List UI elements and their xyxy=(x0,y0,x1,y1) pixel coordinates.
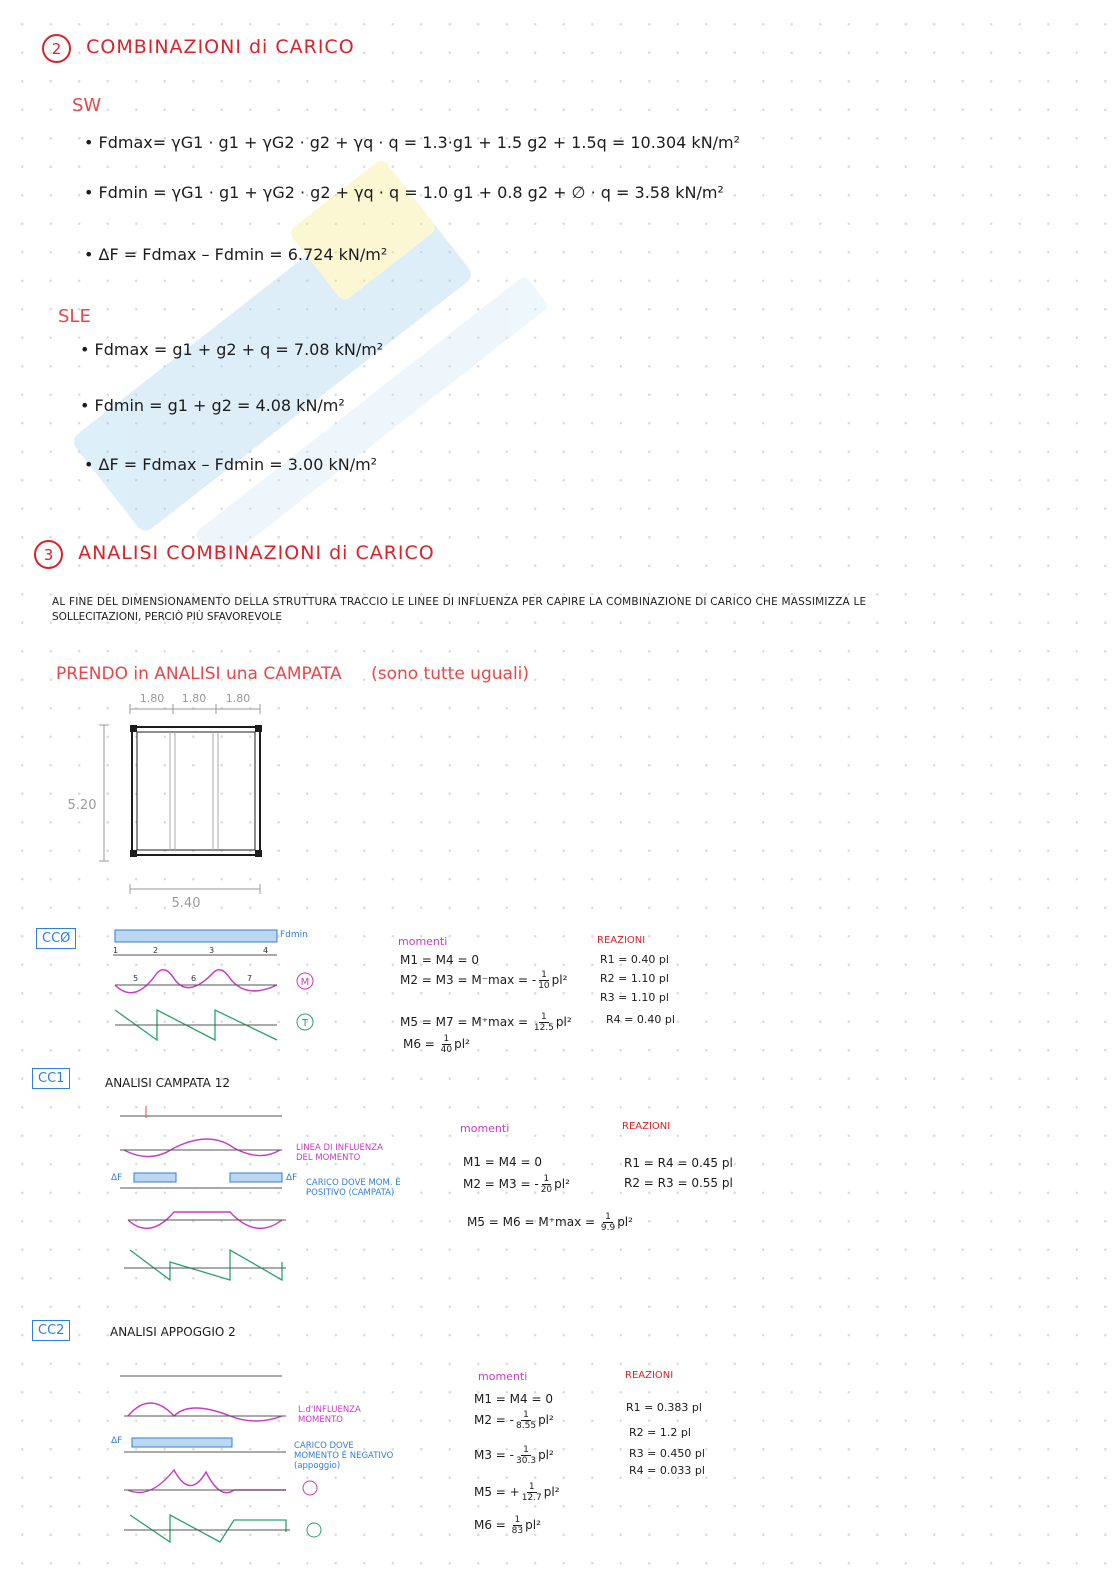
sle-line-3: • ΔF = Fdmax – Fdmin = 3.00 kN/m² xyxy=(84,455,378,474)
cc0-reazioni-title: REAZIONI xyxy=(597,935,646,946)
cc2-reazione-2: R2 = 1.2 pl xyxy=(629,1426,691,1439)
cc0-m-symbol: M xyxy=(300,977,310,988)
intro-line-2: SOLLECITAZIONI, PERCIÒ PIÙ SFAVOREVOLE xyxy=(52,611,283,623)
cc2-momento-5-num: 1 xyxy=(514,1515,521,1525)
cc0-support-3: 3 xyxy=(209,946,215,955)
plan-drawing xyxy=(60,685,300,915)
cc2-momento-3-text: M3 = - xyxy=(474,1448,515,1462)
cc1-momento-2-text: M2 = M3 = - xyxy=(463,1177,539,1191)
cc2-momento-4-frac xyxy=(522,1482,542,1503)
cc2-delta-f: ΔF xyxy=(111,1436,123,1446)
cc0-support-1: 1 xyxy=(113,946,119,955)
cc0-momento-3: M5 = M7 = M⁺max = $\frac{1}{12.5}$ pl² xyxy=(400,1012,572,1033)
sw-label: SW xyxy=(72,95,102,116)
cc2-momento-1: M1 = M4 = 0 xyxy=(474,1392,553,1406)
cc1-momento-3-frac xyxy=(601,1212,615,1233)
cc0-momento-4: M6 = $\frac{1}{40}$ pl² xyxy=(403,1034,470,1055)
cc1-momento-3: M5 = M6 = M⁺max = $\frac{1}{9.9}$ pl² xyxy=(467,1212,633,1233)
cc1-reazione-1: R1 = R4 = 0.45 pl xyxy=(624,1156,733,1170)
cc0-reazione-1: R1 = 0.40 pl xyxy=(600,953,669,966)
cc0-momento-3-text: M5 = M7 = M⁺max = xyxy=(400,1015,532,1029)
section3-title: ANALISI COMBINAZIONI di CARICO xyxy=(78,542,435,564)
cc2-linea-label: L.d'INFLUENZA MOMENTO xyxy=(298,1405,361,1425)
cc1-momento-1: M1 = M4 = 0 xyxy=(463,1155,542,1169)
cc0-momento-4-num: 1 xyxy=(443,1034,450,1044)
plan-dim-top-3: 1.80 xyxy=(225,692,251,705)
sw-line-2: • Fdmin = γG1 · g1 + γG2 · g2 + γq · q = 1.0 g1 + 0.8 g2 + ∅ · q = 3.58 kN/m² xyxy=(84,183,724,202)
cc0-load-label: Fdmin xyxy=(280,930,308,940)
cc2-momento-3: M3 = - $\frac{1}{30.3}$ pl² xyxy=(474,1445,554,1466)
cc2-momento-3-frac xyxy=(516,1445,536,1466)
plan-dim-top-2: 1.80 xyxy=(181,692,207,705)
cc2-momento-4-num: 1 xyxy=(528,1482,535,1492)
cc2-momento-5-text: M6 = xyxy=(474,1518,510,1532)
cc0-momenti-title: momenti xyxy=(398,935,448,948)
cc2-reazione-1: R1 = 0.383 pl xyxy=(626,1401,702,1414)
cc2-momento-5-den: 83 xyxy=(511,1526,524,1536)
cc0-support-4: 4 xyxy=(263,946,269,955)
cc2-reazione-4: R4 = 0.033 pl xyxy=(629,1464,705,1477)
cc0-momento-2-text: M2 = M3 = M⁻max = - xyxy=(400,973,537,987)
cc1-momento-2: M2 = M3 = - $\frac{1}{20}$ pl² xyxy=(463,1174,570,1195)
cc2-momenti-title: momenti xyxy=(478,1370,528,1383)
section3-number: 3 xyxy=(34,540,63,569)
section2-heading xyxy=(42,34,355,63)
sle-label: SLE xyxy=(58,306,91,327)
cc0-reazione-2: R2 = 1.10 pl xyxy=(600,972,669,985)
cc0-support-2: 2 xyxy=(153,946,159,955)
cc0-momento-4-frac xyxy=(441,1034,452,1055)
cc1-linea-label: LINEA DI INFLUENZA DEL MOMENTO xyxy=(296,1143,383,1163)
cc1-momento-2-den: 20 xyxy=(540,1185,553,1195)
cc1-momenti-title: momenti xyxy=(460,1122,510,1135)
cc1-momento-2-frac xyxy=(541,1174,552,1195)
cc0-momento-2-frac xyxy=(538,970,549,991)
cc1-carico-label: CARICO DOVE MOM. È POSITIVO (CAMPATA) xyxy=(306,1178,401,1198)
cc0-momento-3-frac xyxy=(534,1012,554,1033)
cc1-reazione-2: R2 = R3 = 0.55 pl xyxy=(624,1176,733,1190)
cc2-momento-3-den: 30.3 xyxy=(516,1456,537,1466)
plan-dim-top-1: 1.80 xyxy=(139,692,165,705)
cc1-momento-3-den: 9.9 xyxy=(600,1223,616,1233)
cc0-reazione-4: R4 = 0.40 pl xyxy=(606,1013,675,1026)
cc0-momento-4-den: 40 xyxy=(440,1045,453,1055)
cc1-delta-f-left: ΔF xyxy=(111,1173,123,1183)
cc1-diagrams xyxy=(110,1100,300,1300)
section3-heading xyxy=(34,540,435,569)
cc1-label: CC1 xyxy=(32,1068,70,1089)
cc0-m-point-5: 5 xyxy=(133,974,139,983)
cc2-momento-2-den: 8.55 xyxy=(516,1421,537,1431)
plan-dim-bottom: 5.40 xyxy=(171,896,201,911)
cc1-momento-3-text: M5 = M6 = M⁺max = xyxy=(467,1215,599,1229)
cc2-momento-2-num: 1 xyxy=(523,1410,529,1420)
cc1-momento-3-num: 1 xyxy=(605,1212,611,1222)
cc0-label: CCØ xyxy=(36,928,76,949)
cc0-momento-2-den: 10 xyxy=(538,981,550,991)
section2-title: COMBINAZIONI di CARICO xyxy=(86,36,355,58)
cc0-momento-4-text: M6 = xyxy=(403,1037,439,1051)
cc2-momento-2-frac xyxy=(516,1410,536,1431)
cc2-momento-4-text: M5 = + xyxy=(474,1485,520,1499)
sw-line-3: • ΔF = Fdmax – Fdmin = 6.724 kN/m² xyxy=(84,245,388,264)
cc1-delta-f-right: ΔF xyxy=(286,1173,298,1183)
campata-heading xyxy=(56,664,529,684)
cc2-momento-2-text: M2 = - xyxy=(474,1413,515,1427)
campata-note: (sono tutte uguali) xyxy=(371,664,530,684)
sle-line-1: • Fdmax = g1 + g2 + q = 7.08 kN/m² xyxy=(80,340,384,359)
cc0-m-point-7: 7 xyxy=(247,974,253,983)
cc1-momento-2-num: 1 xyxy=(543,1174,550,1184)
cc2-reazione-3: R3 = 0.450 pl xyxy=(629,1447,705,1460)
intro-line-1: AL FINE DEL DIMENSIONAMENTO DELLA STRUTTURA TRACCIO LE LINEE DI INFLUENZA PER CAPIRE LA COMBINAZIONE DI CARICO CHE MASSIMIZZA LE xyxy=(52,596,867,608)
cc2-momento-4: M5 = + $\frac{1}{12.7}$ pl² xyxy=(474,1482,560,1503)
campata-heading-text: PRENDO in ANALISI una CAMPATA xyxy=(56,664,342,684)
cc2-momento-5-frac xyxy=(512,1515,523,1536)
cc0-momento-3-den: 12.5 xyxy=(533,1023,554,1033)
cc2-momento-3-num: 1 xyxy=(523,1445,529,1455)
cc2-reazioni-title: REAZIONI xyxy=(625,1370,674,1381)
cc2-momento-2: M2 = - $\frac{1}{8.55}$ pl² xyxy=(474,1410,554,1431)
cc2-label: CC2 xyxy=(32,1320,70,1341)
cc0-reazione-3: R3 = 1.10 pl xyxy=(600,991,669,1004)
cc0-momento-2: M2 = M3 = M⁻max = - $\frac{1}{10}$ pl² xyxy=(400,970,568,991)
cc0-momento-2-num: 1 xyxy=(541,970,547,980)
cc0-m-point-6: 6 xyxy=(191,974,197,983)
cc2-title: ANALISI APPOGGIO 2 xyxy=(110,1325,236,1339)
cc1-title: ANALISI CAMPATA 12 xyxy=(105,1076,230,1090)
cc2-carico-label: CARICO DOVE MOMENTO È NEGATIVO (appoggio) xyxy=(294,1441,394,1471)
sw-line-1: • Fdmax= γG1 · g1 + γG2 · g2 + γq · q = 1.3·g1 + 1.5 g2 + 1.5q = 10.304 kN/m² xyxy=(84,133,741,152)
section2-number: 2 xyxy=(42,34,71,63)
cc0-t-symbol: T xyxy=(301,1018,309,1029)
plan-dim-left: 5.20 xyxy=(67,798,97,813)
cc0-diagrams xyxy=(105,925,335,1055)
sle-line-2: • Fdmin = g1 + g2 = 4.08 kN/m² xyxy=(80,396,345,415)
cc2-momento-4-den: 12.7 xyxy=(521,1493,542,1503)
cc2-momento-5: M6 = $\frac{1}{83}$ pl² xyxy=(474,1515,541,1536)
cc1-reazioni-title: REAZIONI xyxy=(622,1121,671,1132)
cc0-momento-1: M1 = M4 = 0 xyxy=(400,953,479,967)
cc0-momento-3-num: 1 xyxy=(541,1012,547,1022)
